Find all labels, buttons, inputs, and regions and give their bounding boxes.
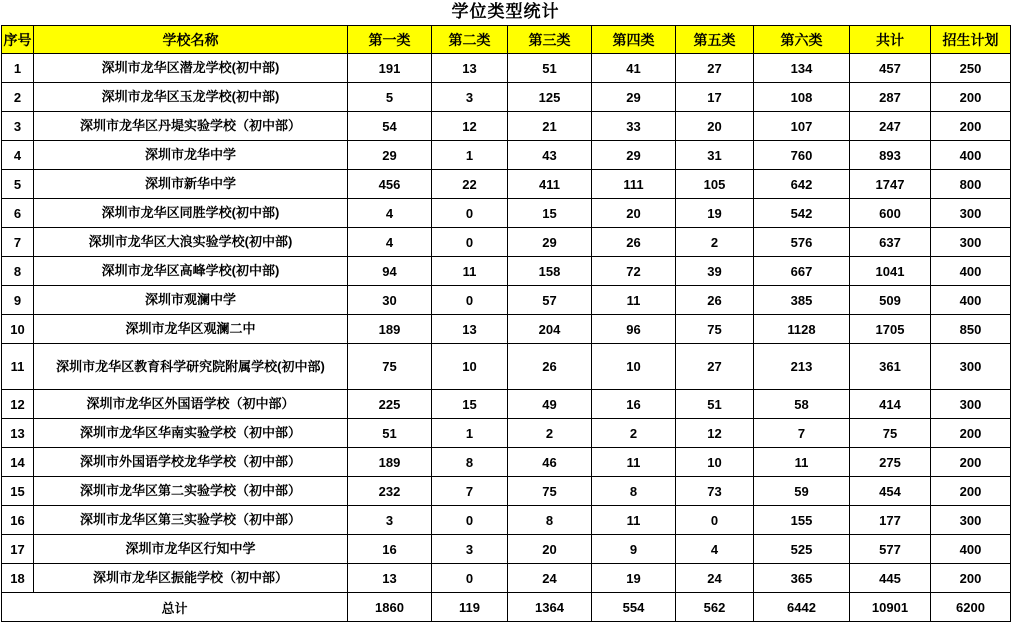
row-type4: 41 [592, 54, 676, 83]
statistics-table [1, 25, 1011, 622]
row-type3: 29 [508, 228, 592, 257]
row-index: 14 [2, 448, 34, 477]
row-type1: 4 [348, 199, 432, 228]
row-type1: 189 [348, 315, 432, 344]
total-type2: 119 [432, 593, 508, 622]
table-row [2, 199, 1011, 228]
row-plan: 300 [931, 228, 1011, 257]
row-type6: 7 [754, 419, 850, 448]
row-type4: 96 [592, 315, 676, 344]
row-school: 深圳市龙华区教育科学研究院附属学校(初中部) [34, 344, 348, 390]
column-header-type1: 第一类 [348, 26, 432, 54]
row-school: 深圳市龙华区外国语学校（初中部） [34, 390, 348, 419]
row-type4: 9 [592, 535, 676, 564]
row-type3: 8 [508, 506, 592, 535]
row-index: 5 [2, 170, 34, 199]
row-type2: 13 [432, 315, 508, 344]
row-type2: 0 [432, 199, 508, 228]
row-type5: 12 [676, 419, 754, 448]
row-total: 1041 [850, 257, 931, 286]
row-type3: 49 [508, 390, 592, 419]
table-row [2, 477, 1011, 506]
row-type3: 204 [508, 315, 592, 344]
row-index: 1 [2, 54, 34, 83]
column-header-plan: 招生计划 [931, 26, 1011, 54]
row-index: 6 [2, 199, 34, 228]
row-total: 637 [850, 228, 931, 257]
row-type6: 576 [754, 228, 850, 257]
row-total: 577 [850, 535, 931, 564]
row-type2: 22 [432, 170, 508, 199]
row-type6: 107 [754, 112, 850, 141]
total-label: 总计 [2, 593, 348, 622]
page-title: 学位类型统计 [451, 2, 560, 21]
row-type2: 15 [432, 390, 508, 419]
row-type5: 27 [676, 344, 754, 390]
table-row [2, 286, 1011, 315]
row-school: 深圳市龙华中学 [34, 141, 348, 170]
row-school: 深圳市观澜中学 [34, 286, 348, 315]
total-type5: 562 [676, 593, 754, 622]
column-header-index: 序号 [2, 26, 34, 54]
row-type2: 7 [432, 477, 508, 506]
row-type5: 39 [676, 257, 754, 286]
row-type4: 29 [592, 141, 676, 170]
row-type3: 43 [508, 141, 592, 170]
row-type1: 16 [348, 535, 432, 564]
row-type1: 5 [348, 83, 432, 112]
row-type6: 134 [754, 54, 850, 83]
row-total: 177 [850, 506, 931, 535]
row-type4: 111 [592, 170, 676, 199]
row-plan: 400 [931, 141, 1011, 170]
table-row [2, 390, 1011, 419]
row-type3: 24 [508, 564, 592, 593]
row-type3: 26 [508, 344, 592, 390]
row-index: 15 [2, 477, 34, 506]
table-row [2, 535, 1011, 564]
row-type5: 27 [676, 54, 754, 83]
row-type4: 29 [592, 83, 676, 112]
row-type3: 21 [508, 112, 592, 141]
row-index: 11 [2, 344, 34, 390]
row-total: 893 [850, 141, 931, 170]
row-total: 509 [850, 286, 931, 315]
row-plan: 300 [931, 344, 1011, 390]
row-index: 8 [2, 257, 34, 286]
row-index: 10 [2, 315, 34, 344]
row-type1: 94 [348, 257, 432, 286]
row-type2: 8 [432, 448, 508, 477]
row-type3: 2 [508, 419, 592, 448]
row-type2: 12 [432, 112, 508, 141]
row-type1: 75 [348, 344, 432, 390]
row-school: 深圳市龙华区同胜学校(初中部) [34, 199, 348, 228]
table-row [2, 170, 1011, 199]
row-type2: 10 [432, 344, 508, 390]
table-row [2, 315, 1011, 344]
row-type3: 411 [508, 170, 592, 199]
row-type6: 59 [754, 477, 850, 506]
row-plan: 800 [931, 170, 1011, 199]
row-type4: 33 [592, 112, 676, 141]
row-type5: 19 [676, 199, 754, 228]
table-row [2, 506, 1011, 535]
row-type2: 0 [432, 228, 508, 257]
row-plan: 200 [931, 564, 1011, 593]
column-header-type6: 第六类 [754, 26, 850, 54]
row-type5: 10 [676, 448, 754, 477]
table-row [2, 257, 1011, 286]
row-type6: 11 [754, 448, 850, 477]
row-plan: 200 [931, 112, 1011, 141]
row-type1: 30 [348, 286, 432, 315]
row-plan: 400 [931, 535, 1011, 564]
row-type4: 2 [592, 419, 676, 448]
total-type1: 1860 [348, 593, 432, 622]
row-type5: 73 [676, 477, 754, 506]
row-type2: 13 [432, 54, 508, 83]
row-type1: 4 [348, 228, 432, 257]
row-total: 1705 [850, 315, 931, 344]
total-type4: 554 [592, 593, 676, 622]
row-school: 深圳市龙华区观澜二中 [34, 315, 348, 344]
row-index: 13 [2, 419, 34, 448]
column-header-school: 学校名称 [34, 26, 348, 54]
table-row [2, 448, 1011, 477]
row-type6: 760 [754, 141, 850, 170]
row-type2: 1 [432, 419, 508, 448]
row-type4: 72 [592, 257, 676, 286]
table-row [2, 141, 1011, 170]
row-total: 1747 [850, 170, 931, 199]
row-type3: 20 [508, 535, 592, 564]
row-index: 17 [2, 535, 34, 564]
row-type6: 155 [754, 506, 850, 535]
row-type3: 51 [508, 54, 592, 83]
row-type2: 3 [432, 83, 508, 112]
row-plan: 200 [931, 83, 1011, 112]
row-school: 深圳市龙华区华南实验学校（初中部） [34, 419, 348, 448]
row-total: 457 [850, 54, 931, 83]
table-row [2, 564, 1011, 593]
row-index: 9 [2, 286, 34, 315]
table-header [2, 26, 1011, 54]
row-school: 深圳市新华中学 [34, 170, 348, 199]
row-index: 3 [2, 112, 34, 141]
column-header-type4: 第四类 [592, 26, 676, 54]
row-type5: 31 [676, 141, 754, 170]
row-index: 16 [2, 506, 34, 535]
row-type1: 456 [348, 170, 432, 199]
row-school: 深圳市外国语学校龙华学校（初中部） [34, 448, 348, 477]
row-type1: 3 [348, 506, 432, 535]
table-row [2, 54, 1011, 83]
total-sum: 10901 [850, 593, 931, 622]
row-plan: 200 [931, 419, 1011, 448]
row-type2: 3 [432, 535, 508, 564]
row-type6: 108 [754, 83, 850, 112]
row-type4: 26 [592, 228, 676, 257]
row-type4: 8 [592, 477, 676, 506]
table-row [2, 419, 1011, 448]
row-type4: 19 [592, 564, 676, 593]
table-body [2, 54, 1011, 622]
column-header-type3: 第三类 [508, 26, 592, 54]
row-school: 深圳市龙华区丹堤实验学校（初中部） [34, 112, 348, 141]
row-type6: 385 [754, 286, 850, 315]
column-header-type2: 第二类 [432, 26, 508, 54]
row-total: 287 [850, 83, 931, 112]
row-type5: 75 [676, 315, 754, 344]
row-index: 4 [2, 141, 34, 170]
row-type4: 11 [592, 506, 676, 535]
row-type3: 57 [508, 286, 592, 315]
row-school: 深圳市龙华区玉龙学校(初中部) [34, 83, 348, 112]
row-type5: 51 [676, 390, 754, 419]
row-school: 深圳市龙华区潜龙学校(初中部) [34, 54, 348, 83]
row-total: 275 [850, 448, 931, 477]
row-type5: 105 [676, 170, 754, 199]
total-type3: 1364 [508, 593, 592, 622]
row-type5: 26 [676, 286, 754, 315]
table-row [2, 228, 1011, 257]
row-plan: 300 [931, 506, 1011, 535]
row-index: 2 [2, 83, 34, 112]
row-type4: 16 [592, 390, 676, 419]
table-row [2, 112, 1011, 141]
row-type4: 11 [592, 448, 676, 477]
row-type6: 213 [754, 344, 850, 390]
row-type3: 46 [508, 448, 592, 477]
row-index: 12 [2, 390, 34, 419]
row-type4: 10 [592, 344, 676, 390]
row-type1: 54 [348, 112, 432, 141]
row-type6: 542 [754, 199, 850, 228]
row-plan: 400 [931, 286, 1011, 315]
row-plan: 300 [931, 390, 1011, 419]
row-type5: 4 [676, 535, 754, 564]
total-plan: 6200 [931, 593, 1011, 622]
row-total: 361 [850, 344, 931, 390]
row-type3: 75 [508, 477, 592, 506]
row-plan: 400 [931, 257, 1011, 286]
row-type1: 189 [348, 448, 432, 477]
row-type6: 365 [754, 564, 850, 593]
row-type1: 29 [348, 141, 432, 170]
row-plan: 300 [931, 199, 1011, 228]
row-type6: 1128 [754, 315, 850, 344]
row-type4: 20 [592, 199, 676, 228]
row-type5: 0 [676, 506, 754, 535]
row-type5: 2 [676, 228, 754, 257]
table-row [2, 83, 1011, 112]
row-school: 深圳市龙华区第二实验学校（初中部） [34, 477, 348, 506]
row-plan: 200 [931, 477, 1011, 506]
row-type1: 51 [348, 419, 432, 448]
column-header-type5: 第五类 [676, 26, 754, 54]
row-type3: 158 [508, 257, 592, 286]
row-type1: 13 [348, 564, 432, 593]
row-type3: 125 [508, 83, 592, 112]
row-type3: 15 [508, 199, 592, 228]
table-row [2, 344, 1011, 390]
row-type2: 11 [432, 257, 508, 286]
total-type6: 6442 [754, 593, 850, 622]
row-type1: 232 [348, 477, 432, 506]
row-type6: 525 [754, 535, 850, 564]
row-type2: 0 [432, 564, 508, 593]
row-type2: 1 [432, 141, 508, 170]
row-total: 75 [850, 419, 931, 448]
row-type5: 24 [676, 564, 754, 593]
table-header-row [2, 26, 1011, 54]
row-type2: 0 [432, 506, 508, 535]
row-plan: 850 [931, 315, 1011, 344]
row-type6: 642 [754, 170, 850, 199]
row-school: 深圳市龙华区高峰学校(初中部) [34, 257, 348, 286]
row-school: 深圳市龙华区行知中学 [34, 535, 348, 564]
row-type5: 17 [676, 83, 754, 112]
row-index: 18 [2, 564, 34, 593]
row-type4: 11 [592, 286, 676, 315]
row-total: 414 [850, 390, 931, 419]
row-type1: 225 [348, 390, 432, 419]
row-plan: 200 [931, 448, 1011, 477]
row-total: 454 [850, 477, 931, 506]
row-school: 深圳市龙华区第三实验学校（初中部） [34, 506, 348, 535]
row-type2: 0 [432, 286, 508, 315]
table-total-row [2, 593, 1011, 622]
row-type6: 58 [754, 390, 850, 419]
row-type1: 191 [348, 54, 432, 83]
row-total: 600 [850, 199, 931, 228]
row-school: 深圳市龙华区大浪实验学校(初中部) [34, 228, 348, 257]
row-type5: 20 [676, 112, 754, 141]
row-school: 深圳市龙华区振能学校（初中部） [34, 564, 348, 593]
row-index: 7 [2, 228, 34, 257]
column-header-total: 共计 [850, 26, 931, 54]
row-plan: 250 [931, 54, 1011, 83]
row-type6: 667 [754, 257, 850, 286]
row-total: 445 [850, 564, 931, 593]
row-total: 247 [850, 112, 931, 141]
